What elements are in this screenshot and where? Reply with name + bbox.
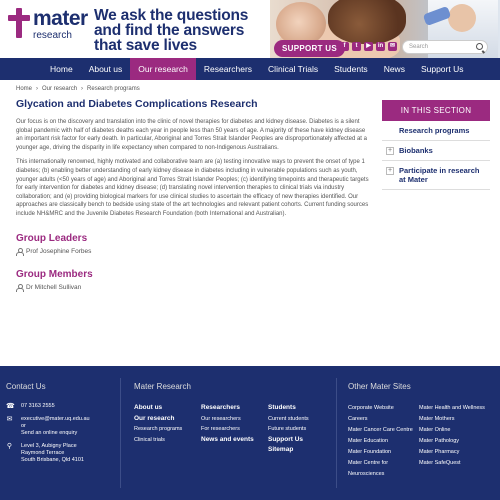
footer-link[interactable]: Future students — [268, 426, 307, 432]
footer-other-heading: Other Mater Sites — [348, 382, 411, 391]
footer-divider — [336, 378, 337, 488]
footer-link[interactable]: For researchers — [201, 426, 240, 432]
support-us-button[interactable]: SUPPORT US — [274, 40, 345, 57]
sidebar-heading: IN THIS SECTION — [382, 100, 490, 121]
nav-support-us[interactable]: Support Us — [420, 64, 464, 74]
search-placeholder: Search — [409, 44, 429, 50]
social-links — [340, 42, 397, 51]
footer-link[interactable]: Clinical trials — [134, 436, 165, 443]
twitter-icon[interactable]: t — [352, 42, 361, 51]
intro-paragraph: Our focus is on the discovery and translation into the clinic of novel therapies for diabetes and kidney disease. Diabetes is a silent global pandemic with half of diabetes deaths each year in people less than 50 years of age. A majority of these have kidney disease an important risk factor for early death. In particular, Aboriginal and Torres Strait Islander Peoples are disproportionately affected at a younger age, driving the disparity in life expectancy when compared to non-Indigenous Australians. — [16, 119, 367, 151]
breadcrumb — [0, 80, 500, 98]
footer-link[interactable]: About us — [134, 404, 163, 411]
group-leader[interactable] — [16, 248, 370, 255]
search-icon[interactable] — [476, 43, 483, 50]
site-footer — [0, 366, 500, 500]
address-line: South Brisbane, Qld 4101 — [21, 457, 84, 463]
main-content — [16, 98, 370, 291]
tagline — [94, 8, 248, 53]
expand-icon[interactable]: + — [387, 147, 393, 154]
footer-link[interactable]: Support Us — [268, 435, 304, 443]
group-member-name: Dr Mitchell Sullivan — [26, 283, 82, 291]
facebook-icon[interactable]: f — [340, 42, 349, 51]
breadcrumb-our-research[interactable]: Our research — [42, 86, 78, 92]
footer-link[interactable]: Neurosciences — [348, 471, 385, 477]
group-leaders-heading: Group Leaders — [16, 232, 88, 244]
footer-link[interactable]: Researchers — [201, 404, 241, 411]
search-input[interactable] — [402, 40, 488, 54]
nav-news[interactable]: News — [383, 64, 405, 74]
footer-link[interactable]: Mater Centre for — [348, 460, 389, 466]
person-icon — [16, 284, 22, 291]
envelope-icon: ✉ — [6, 416, 13, 423]
footer-link[interactable]: Our research — [134, 414, 175, 422]
footer-link[interactable]: Students — [268, 404, 296, 411]
footer-or: or — [21, 423, 26, 429]
footer-col-researchers — [201, 403, 268, 456]
chevron-right-icon: › — [81, 86, 84, 92]
footer-link[interactable]: News and events — [201, 435, 254, 443]
logo-sub: research — [33, 30, 72, 41]
tagline-line: We ask the questions — [94, 7, 249, 24]
footer-link[interactable]: Research programs — [134, 426, 183, 432]
footer-email-link[interactable]: executive@mater.uq.edu.au — [21, 416, 90, 422]
sidebar-item-label: Biobanks — [399, 146, 433, 155]
footer-contact-heading: Contact Us — [6, 382, 46, 391]
group-leader-name: Prof Josephine Forbes — [26, 247, 92, 255]
address-line: Level 3, Aubigny Place — [21, 443, 77, 449]
footer-link[interactable]: Our researchers — [201, 415, 241, 422]
footer-link[interactable]: Mater Mothers — [419, 416, 455, 422]
main-nav — [0, 58, 500, 80]
phone-icon: ☎ — [6, 403, 15, 410]
footer-contact — [6, 382, 118, 470]
footer-col-students — [268, 403, 334, 456]
footer-link[interactable]: Current students — [268, 415, 309, 422]
tagline-line: and find the answers — [94, 22, 245, 39]
footer-other-right — [419, 403, 498, 480]
nav-about-us[interactable]: About us — [88, 64, 123, 74]
mater-cross-icon — [8, 8, 30, 38]
footer-research-heading: Mater Research — [134, 382, 191, 391]
team-paragraph: This internationally renowned, highly motivated and collaborative team are (a) testing innovative ways to prevent the onset of type 1 diabetes; (b) enabling better understanding of early kidney disease in diabetes including in vulnerable populations such as youth, younger adults (<50 years of age) and Aboriginal and Torres Strait Islander Peoples; (c) identifying timepoints and therapeutic targets for early intervention for diabetes and kidney disease; (d) translating novel intervention therapies to clinical trials via industry collaboration; and (e) providing biological markers for use clinical studies to ascertain the efficacy of new therapies identified. Our approaches are classically bench to bedside using state of the art technologies and relevant patient cohorts. Current funding sources include NH&MRC and the Juvenile Diabetes Research Foundation (both International and Australian). — [16, 159, 369, 217]
footer-link[interactable]: Corporate Website — [348, 405, 394, 411]
footer-link[interactable]: Mater SafeQuest — [419, 460, 461, 466]
sidebar-item-biobanks[interactable] — [382, 141, 490, 161]
footer-phone[interactable] — [6, 403, 118, 410]
sidebar-item-participate[interactable] — [382, 161, 490, 190]
breadcrumb-home[interactable]: Home — [16, 86, 33, 92]
footer-email — [6, 416, 118, 437]
footer-other-left — [348, 403, 419, 480]
footer-phone-number: 07 3163 2555 — [21, 403, 55, 409]
nav-our-research[interactable]: Our research — [130, 58, 196, 80]
person-icon — [16, 248, 22, 255]
footer-enquiry-link[interactable]: Send an online enquiry — [21, 430, 78, 436]
nav-students[interactable]: Students — [334, 64, 368, 74]
nav-researchers[interactable]: Researchers — [203, 64, 253, 74]
location-pin-icon: ⚲ — [6, 443, 13, 450]
footer-divider — [120, 378, 121, 488]
footer-mater-research — [134, 382, 334, 456]
nav-home[interactable]: Home — [50, 64, 73, 74]
section-sidebar — [382, 100, 490, 190]
page-title: Glycation and Diabetes Complications Research — [16, 98, 258, 110]
footer-link[interactable]: Mater Health and Wellness — [419, 405, 485, 411]
footer-link[interactable]: Mater Online — [419, 427, 451, 433]
expand-icon[interactable]: + — [387, 167, 393, 174]
youtube-icon[interactable]: ▶ — [364, 42, 373, 51]
mater-logo[interactable] — [8, 8, 88, 41]
group-members-heading: Group Members — [16, 268, 93, 280]
header-banner — [0, 0, 500, 58]
nav-clinical-trials[interactable]: Clinical Trials — [268, 64, 319, 74]
group-member[interactable] — [16, 284, 370, 291]
tagline-line: that save lives — [94, 37, 197, 54]
breadcrumb-current: Research programs — [87, 86, 140, 92]
chevron-right-icon: › — [36, 86, 39, 92]
sidebar-item-label: Participate in research at Mater — [399, 166, 480, 184]
footer-link[interactable]: Sitemap — [268, 446, 294, 453]
linkedin-icon[interactable]: in — [377, 43, 384, 49]
email-icon[interactable]: ✉ — [389, 43, 396, 49]
footer-link[interactable]: Mater Pharmacy — [419, 449, 460, 455]
footer-other-sites — [348, 382, 498, 480]
footer-col-about — [134, 403, 201, 456]
footer-link[interactable]: Mater Pathology — [419, 438, 460, 444]
footer-link[interactable]: Mater Foundation — [348, 449, 392, 455]
footer-link[interactable]: Mater Cancer Care Centre — [348, 427, 413, 433]
footer-address — [6, 443, 118, 464]
footer-link[interactable]: Mater Education — [348, 438, 389, 444]
footer-link[interactable]: Careers — [348, 416, 368, 422]
sidebar-item-research-programs[interactable] — [382, 121, 490, 141]
address-line: Raymond Terrace — [21, 450, 65, 456]
sidebar-item-label: Research programs — [399, 126, 470, 135]
logo-word: mater — [33, 7, 88, 30]
